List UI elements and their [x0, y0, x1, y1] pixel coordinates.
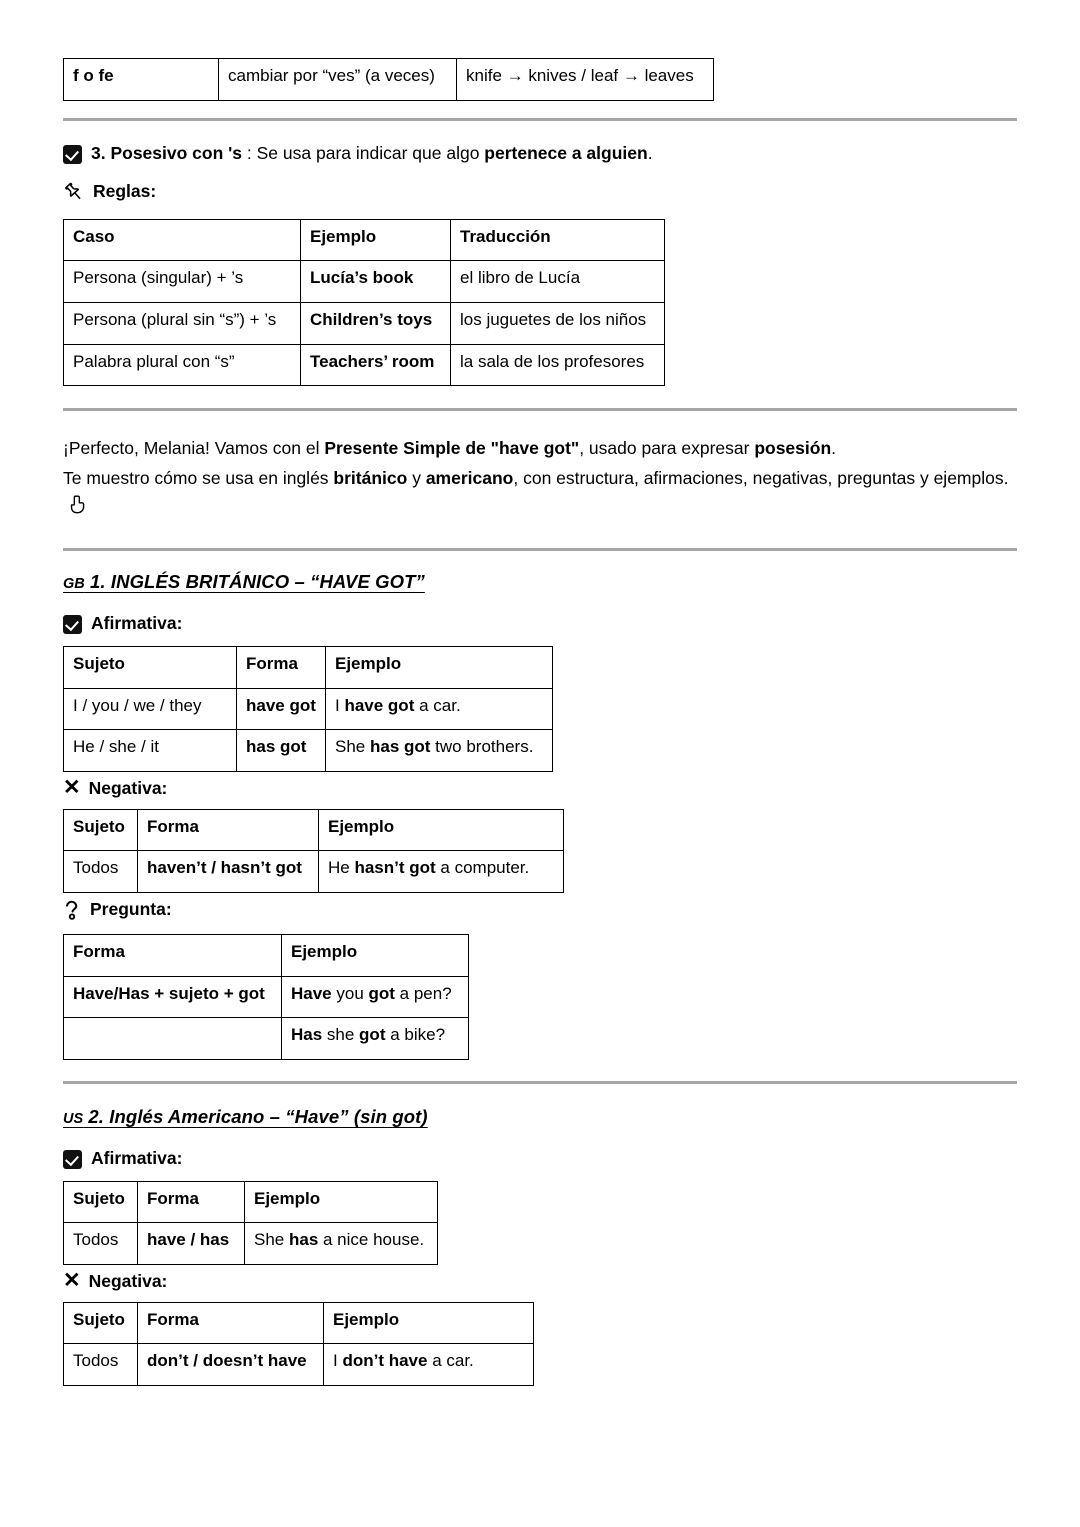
table-row	[64, 1344, 534, 1386]
british-question-label-row	[63, 899, 1017, 925]
header-sujeto: Sujeto	[64, 1302, 138, 1344]
british-question-table	[63, 934, 469, 1060]
ejemplo-post: a nice house.	[318, 1230, 425, 1250]
british-negative-table	[63, 809, 564, 893]
american-negative-label: Negativa:	[88, 1270, 168, 1291]
intro-line1-c: , usado para expresar	[579, 438, 755, 459]
ejemplo-bold: has got	[369, 737, 431, 757]
ejemplo-post: a computer.	[435, 858, 530, 878]
cell-sujeto: I / you / we / they	[64, 688, 237, 730]
header-sujeto: Sujeto	[64, 647, 237, 689]
cell-ejemplo	[324, 1344, 534, 1386]
ejemplo-pre: She	[254, 1230, 289, 1250]
ejemplo-post: a car.	[427, 1351, 474, 1371]
british-negative-label-row	[63, 775, 1017, 800]
header-ejemplo: Ejemplo	[326, 647, 553, 689]
british-question-label: Pregunta:	[90, 898, 172, 919]
ejemplo-pre: He	[328, 858, 355, 878]
header-forma: Forma	[64, 935, 282, 977]
table-row	[64, 688, 553, 730]
intro-line1-e: .	[831, 438, 837, 459]
cell-ejemplo	[282, 1018, 469, 1060]
cell-ejemplo	[326, 730, 553, 772]
table-row	[64, 851, 564, 893]
intro-line2-a: Te muestro cómo se usa en inglés	[63, 468, 334, 489]
ejemplo-pre: I	[335, 695, 345, 715]
header-caso: Caso	[64, 219, 301, 261]
american-affirmative-label-row	[63, 1148, 1017, 1170]
american-negative-table	[63, 1302, 534, 1386]
table-header-row	[64, 1302, 534, 1344]
ejemplo-bold: has	[288, 1230, 319, 1250]
header-ejemplo: Ejemplo	[282, 935, 469, 977]
british-heading-text: 1. INGLÉS BRITÁNICO – “HAVE GOT”	[90, 571, 425, 593]
cell-forma: Have/Has + sujeto + got	[64, 976, 282, 1018]
cell-forma: have / has	[138, 1223, 245, 1265]
ejemplo-bold: have got	[344, 695, 415, 715]
header-sujeto: Sujeto	[64, 1181, 138, 1223]
intro-line2-c: y	[407, 468, 426, 489]
ejemplo-bold2: got	[368, 983, 395, 1003]
table-header-row	[64, 809, 564, 851]
table-row	[64, 730, 553, 772]
british-affirmative-label: Afirmativa:	[91, 613, 183, 634]
cell-ejemplo: Lucía’s book	[301, 261, 451, 303]
table-row	[64, 59, 714, 101]
cell-rule-change: cambiar por “ves” (a veces)	[219, 59, 457, 101]
british-affirmative-label-row	[63, 613, 1017, 635]
header-ejemplo: Ejemplo	[301, 219, 451, 261]
american-section-heading	[63, 1106, 1017, 1128]
ejemplo-pre: I	[333, 1351, 343, 1371]
cell-ejemplo	[319, 851, 564, 893]
ejemplo-post: a car.	[414, 695, 461, 715]
cell-ejemplo: Teachers’ room	[301, 344, 451, 386]
cell-forma-empty	[64, 1018, 282, 1060]
ejemplo-bold1: Has	[291, 1025, 323, 1045]
possessive-heading-number: 3. Posesivo con 's	[91, 142, 243, 163]
cell-ejemplo	[282, 976, 469, 1018]
header-forma: Forma	[138, 1302, 324, 1344]
ejemplo-mid1: you	[331, 983, 369, 1003]
cell-caso: Palabra plural con “s”	[64, 344, 301, 386]
document-content	[63, 0, 1017, 1386]
check-box-icon	[63, 145, 82, 164]
header-sujeto: Sujeto	[64, 809, 138, 851]
intro-line1-d: posesión	[754, 438, 832, 459]
possessive-heading-period: .	[647, 142, 653, 163]
ejemplo-bold: hasn’t got	[354, 858, 436, 878]
table-header-row	[64, 647, 553, 689]
ejemplo-pre: She	[335, 737, 370, 757]
cell-traduccion: el libro de Lucía	[451, 261, 665, 303]
cell-rule-example: knife → knives / leaf → leaves	[457, 59, 714, 101]
cell-caso: Persona (singular) + ’s	[64, 261, 301, 303]
table-row	[64, 303, 665, 345]
question-mark-icon	[63, 899, 82, 925]
ejemplo-mid1: she	[322, 1025, 360, 1045]
british-section-heading	[63, 571, 1017, 593]
reglas-label-row	[63, 181, 1017, 207]
american-affirmative-table	[63, 1181, 438, 1265]
cell-forma: haven’t / hasn’t got	[138, 851, 319, 893]
intro-line1-b: Presente Simple de "have got"	[324, 438, 580, 459]
header-ejemplo: Ejemplo	[324, 1302, 534, 1344]
possessive-heading-text	[91, 143, 653, 165]
american-negative-label-row	[63, 1268, 1017, 1293]
cell-sujeto: Todos	[64, 1344, 138, 1386]
header-traduccion: Traducción	[451, 219, 665, 261]
intro-paragraph	[63, 433, 1017, 526]
table-header-row	[64, 219, 665, 261]
check-box-icon	[63, 615, 82, 634]
cell-forma: have got	[237, 688, 326, 730]
possessive-heading-rest: : Se usa para indicar que algo	[242, 142, 485, 163]
american-affirmative-label: Afirmativa:	[91, 1148, 183, 1169]
american-flag-label: US	[63, 1111, 84, 1128]
possessive-rules-table	[63, 219, 665, 386]
possessive-heading	[63, 143, 1017, 165]
cell-sujeto: Todos	[64, 851, 138, 893]
cross-mark-icon: ✕	[63, 1268, 81, 1292]
table-row	[64, 1223, 438, 1265]
table-header-row	[64, 935, 469, 977]
cross-mark-icon: ✕	[63, 775, 81, 799]
ejemplo-bold2: got	[359, 1025, 386, 1045]
cell-ejemplo: Children’s toys	[301, 303, 451, 345]
check-box-icon	[63, 1150, 82, 1169]
header-forma: Forma	[237, 647, 326, 689]
american-heading-text: 2. Inglés Americano – “Have” (sin got)	[88, 1106, 428, 1128]
header-ejemplo: Ejemplo	[319, 809, 564, 851]
header-ejemplo: Ejemplo	[245, 1181, 438, 1223]
ejemplo-bold: don’t have	[342, 1351, 428, 1371]
plural-rules-table-continued	[63, 58, 714, 101]
british-affirmative-table	[63, 646, 553, 772]
ejemplo-post: a bike?	[385, 1025, 446, 1045]
table-row	[64, 344, 665, 386]
cell-rule-ending: f o fe	[64, 59, 219, 101]
cell-caso: Persona (plural sin “s”) + ’s	[64, 303, 301, 345]
ejemplo-post: a pen?	[394, 983, 452, 1003]
ejemplo-bold1: Have	[291, 983, 332, 1003]
cell-forma: has got	[237, 730, 326, 772]
cell-traduccion: la sala de los profesores	[451, 344, 665, 386]
pushpin-icon	[63, 181, 85, 207]
intro-line2-e: , con estructura, afirmaciones, negativas, preguntas y ejemplos.	[513, 468, 1009, 489]
cell-sujeto: Todos	[64, 1223, 138, 1265]
table-row	[64, 1018, 469, 1060]
cell-sujeto: He / she / it	[64, 730, 237, 772]
cell-forma: don’t / doesn’t have	[138, 1344, 324, 1386]
ejemplo-post: two brothers.	[430, 737, 534, 757]
intro-line1-a: ¡Perfecto, Melania! Vamos con el	[63, 438, 325, 459]
cell-ejemplo	[326, 688, 553, 730]
british-negative-label: Negativa:	[88, 777, 168, 798]
header-forma: Forma	[138, 809, 319, 851]
british-flag-label: GB	[63, 576, 85, 593]
intro-line2-d: americano	[425, 468, 514, 489]
table-row	[64, 976, 469, 1018]
pointing-down-hand-icon	[67, 494, 88, 526]
table-row	[64, 261, 665, 303]
reglas-label: Reglas:	[93, 181, 157, 202]
intro-line2-b: británico	[333, 468, 408, 489]
header-forma: Forma	[138, 1181, 245, 1223]
cell-ejemplo	[245, 1223, 438, 1265]
cell-traduccion: los juguetes de los niños	[451, 303, 665, 345]
possessive-heading-tail: pertenece a alguien	[484, 142, 648, 163]
table-header-row	[64, 1181, 438, 1223]
